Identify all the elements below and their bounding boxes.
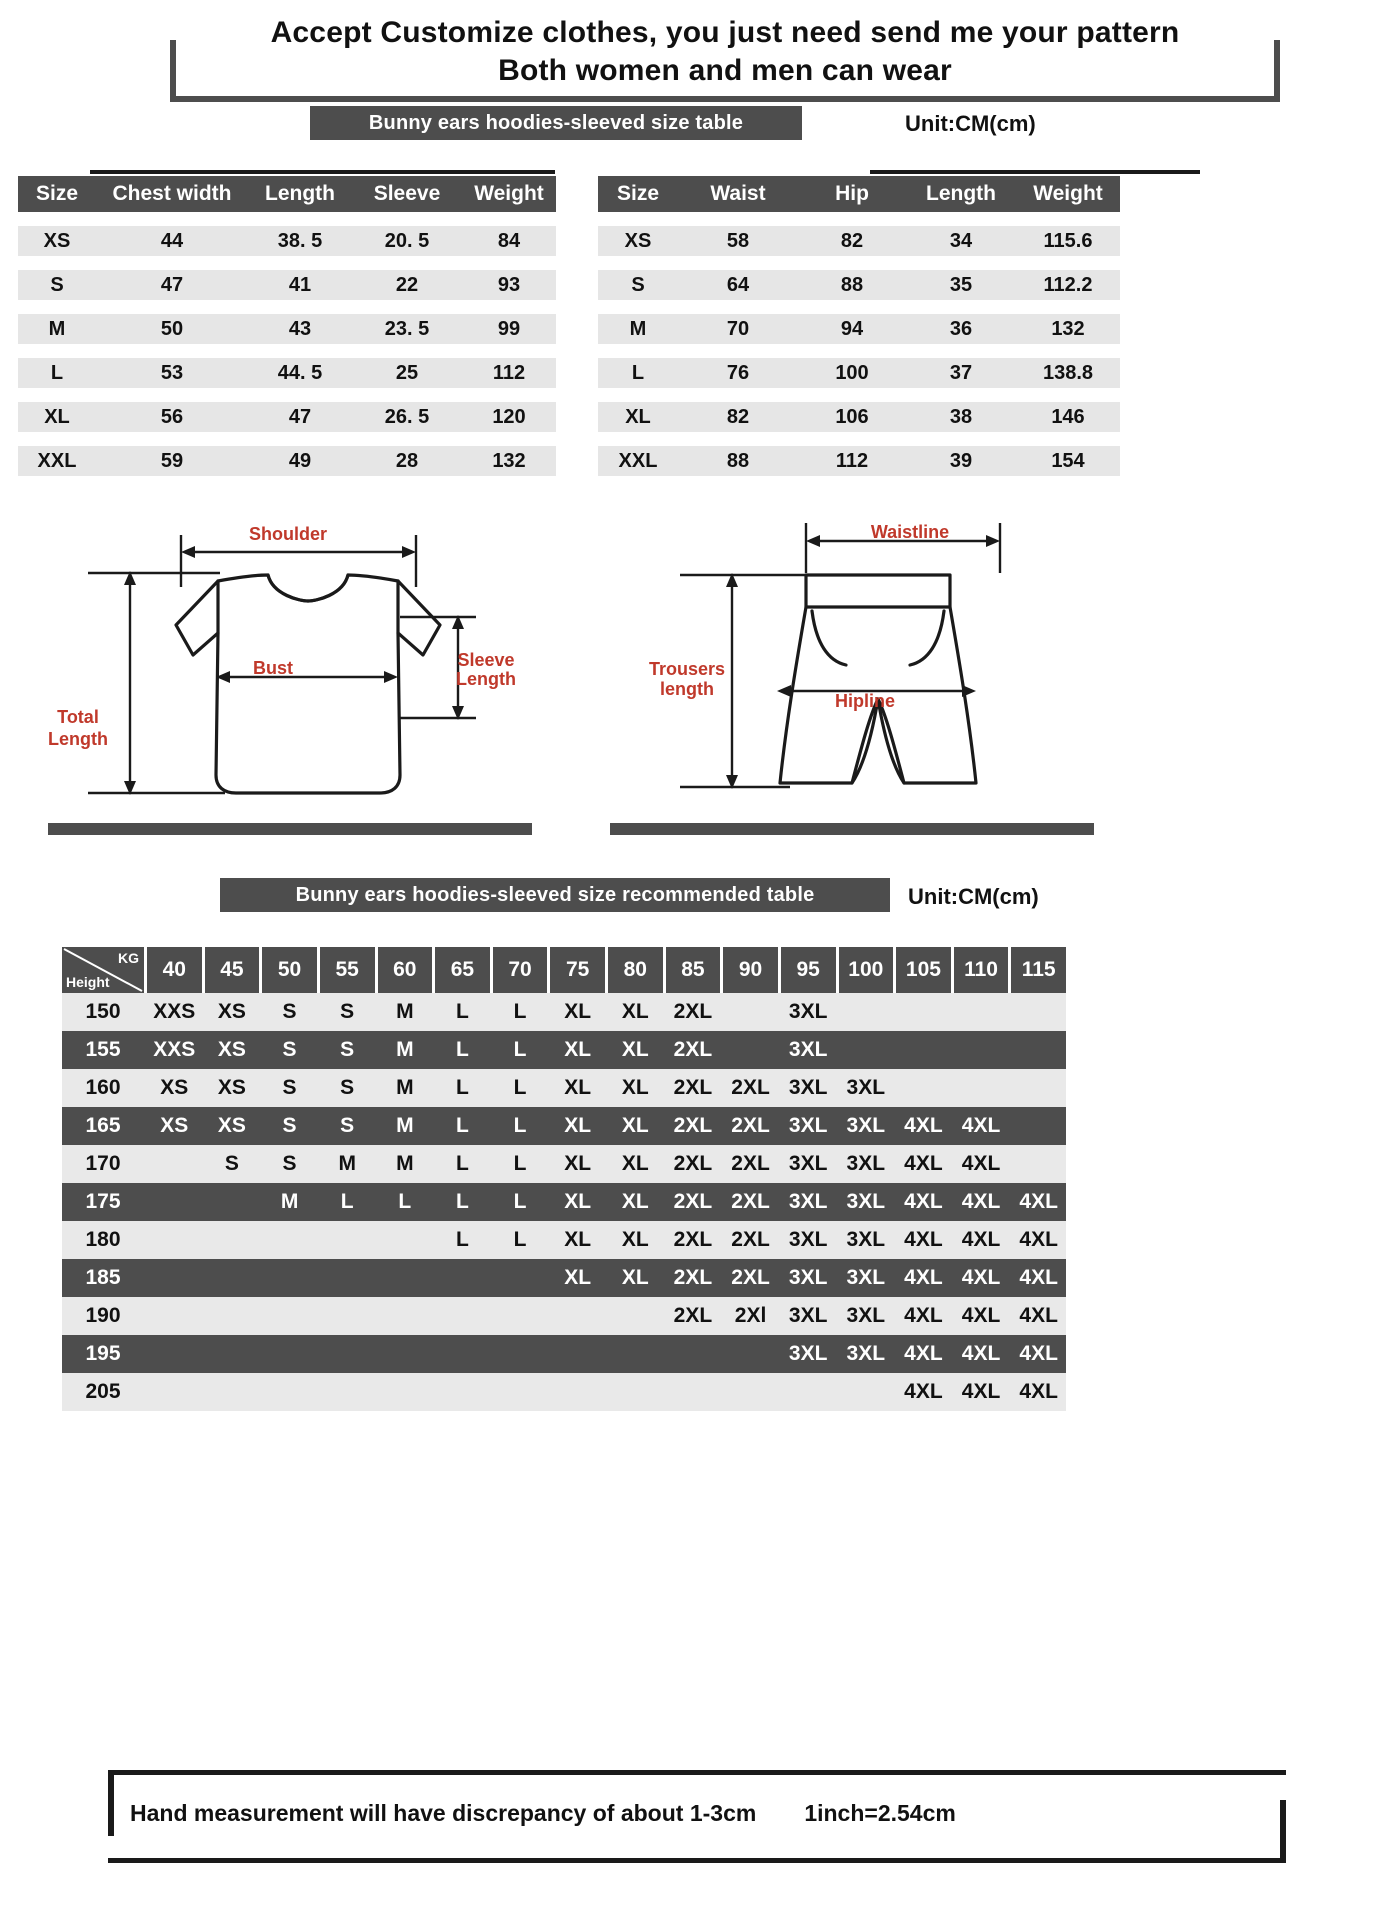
kg-column-header: 80 [608,947,663,993]
recommended-size-table [62,947,1066,1411]
size-cell: S [340,1114,355,1137]
column-header: Length [265,182,335,205]
kg-column-header: 115 [1011,947,1066,993]
table-cell: 82 [840,229,864,252]
size-cell: XL [564,1000,592,1023]
recommended-table-row [62,1259,1066,1297]
size-cell: S [282,1038,297,1061]
size-cell: 2XL [673,1266,713,1289]
table-cell: 20. 5 [384,229,430,252]
height-label: 180 [85,1228,121,1251]
table-cell: 38. 5 [277,229,323,252]
banner [170,14,1280,90]
size-cell: 3XL [788,1114,828,1137]
table-cell: 88 [840,273,864,296]
size-cell: 2XL [731,1114,770,1137]
size-cell: S [282,1152,297,1175]
size-cell: M [396,1152,414,1175]
recommended-table-header [62,947,1066,993]
size-cell: S [282,1000,297,1023]
footer-conversion-text: 1inch=2.54cm [804,1800,956,1826]
top-table-title: Bunny ears hoodies-sleeved size table [310,106,802,140]
size-cell: 3XL [846,1190,886,1213]
size-cell: XXS [153,1038,196,1061]
table-cell: XXL [618,449,658,472]
size-cell: 2XL [673,1038,713,1061]
shorts-diagram-footer-bar [610,823,1094,835]
size-cell: XL [621,1266,649,1289]
size-cell: 2XL [673,1114,713,1137]
size-cell: 4XL [904,1304,943,1327]
rec-table-unit: Unit:CM(cm) [908,884,1039,909]
table-cell: 115.6 [1043,229,1093,252]
top-table-unit: Unit:CM(cm) [905,111,1036,136]
recommended-table-corner [62,947,144,993]
table-cell: 88 [726,449,750,472]
table-cell: 59 [160,449,184,472]
footer-note-text: Hand measurement will have discrepancy of about 1-3cm [130,1800,757,1826]
size-cell: 2XL [673,1228,713,1251]
size-cell: 2XL [731,1190,770,1213]
shoulder-label: Shoulder [248,524,327,544]
size-cell: S [340,1000,355,1023]
trousers-table-body [598,226,1120,476]
size-cell: M [280,1190,299,1213]
height-label: 205 [85,1380,121,1403]
table-cell: M [48,317,66,340]
recommended-table-row [62,1069,1066,1107]
size-cell: S [340,1076,355,1099]
column-header: Weight [1033,182,1103,205]
rec-table-title: Bunny ears hoodies-sleeved size recommended table [220,878,890,912]
size-cell: L [398,1190,412,1213]
table-cell: 112 [835,449,869,472]
hipline-label: Hipline [834,691,895,711]
size-cell: S [282,1114,297,1137]
kg-column-header: 60 [378,947,433,993]
size-cell: L [513,1000,527,1023]
height-label: 160 [85,1076,121,1099]
size-cell: L [456,1228,469,1251]
size-cell: 2XL [731,1076,770,1099]
table-cell: 44 [160,229,184,252]
size-cell: 4XL [961,1304,1001,1327]
table-cell: 154 [1051,449,1085,472]
table-cell: 146 [1051,405,1085,428]
size-cell: XL [621,1076,649,1099]
table-cell: 112 [492,361,526,384]
height-label: 195 [85,1342,121,1365]
size-cell: 2XL [673,1076,713,1099]
table-row [18,270,556,300]
size-cell: XL [621,1228,649,1251]
size-cell: S [224,1152,239,1175]
table-cell: L [631,361,645,384]
recommended-table-row [62,1183,1066,1221]
table-cell: XS [43,229,71,252]
size-cell: 2XL [673,1190,713,1213]
size-cell: 4XL [904,1380,943,1403]
table-cell: 35 [949,273,973,296]
table-row [598,446,1120,476]
trousers-length-label-line2: length [660,679,714,699]
table-cell: 106 [835,405,869,428]
size-cell: L [456,1114,469,1137]
size-cell: 4XL [961,1380,1001,1403]
table-cell: 26. 5 [384,405,430,428]
size-cell: M [396,1000,414,1023]
size-cell: 3XL [788,1228,828,1251]
size-cell: L [513,1076,527,1099]
size-cell: L [513,1152,527,1175]
size-cell: 2XL [731,1266,770,1289]
size-cell: 3XL [846,1266,886,1289]
table-row [18,402,556,432]
hoodie-diagram-footer-bar [48,823,532,835]
table-row [18,446,556,476]
size-cell: XS [217,1038,246,1061]
kg-column-header: 75 [550,947,605,993]
size-cell: S [282,1076,297,1099]
size-cell: XL [564,1190,592,1213]
size-cell: 4XL [1019,1380,1058,1403]
column-header: Size [616,182,660,205]
banner-line-1: Accept Customize clothes, you just need send me your pattern [270,16,1180,49]
size-cell: L [456,1152,469,1175]
corner-kg-label: KG [118,950,139,966]
table-cell: 36 [949,317,973,340]
trousers-size-table [598,176,1120,476]
size-cell: M [396,1076,414,1099]
recommended-table-row [62,1373,1066,1411]
table-row [18,314,556,344]
size-cell: 4XL [1019,1266,1058,1289]
height-label: 165 [85,1114,121,1137]
table-cell: 138.8 [1042,361,1094,384]
kg-column-header: 110 [954,947,1009,993]
footer-frame-left [108,1770,114,1836]
size-cell: 3XL [846,1076,886,1099]
size-cell: XS [217,1076,246,1099]
table-cell: 99 [497,317,521,340]
table-cell: S [631,273,645,296]
size-cell: L [513,1228,527,1251]
size-cell: 3XL [788,1266,828,1289]
size-cell: XL [621,1152,649,1175]
size-cell: L [456,1190,469,1213]
table-cell: 47 [288,405,312,428]
table-cell: M [629,317,647,340]
recommended-table-row [62,1145,1066,1183]
table-row [598,270,1120,300]
size-cell: 4XL [904,1228,943,1251]
top-table-rule-left [90,170,555,174]
kg-column-header: 85 [666,947,721,993]
size-cell: XL [564,1076,592,1099]
kg-column-header: 70 [493,947,548,993]
size-cell: 4XL [961,1228,1001,1251]
table-cell: 100 [835,361,869,384]
size-cell: 4XL [961,1266,1001,1289]
table-cell: 94 [840,317,864,340]
size-cell: 4XL [1019,1304,1058,1327]
table-cell: 76 [726,361,750,384]
size-cell: 3XL [846,1228,886,1251]
table-cell: 93 [497,273,521,296]
table-cell: XS [624,229,652,252]
kg-column-header: 65 [435,947,490,993]
size-cell: 2XL [731,1228,770,1251]
table-cell: 84 [497,229,521,252]
size-cell: XL [564,1228,592,1251]
size-cell: XL [564,1266,592,1289]
recommended-table-row [62,993,1066,1031]
size-cell: 2XL [673,1152,713,1175]
table-cell: 58 [726,229,750,252]
table-cell: 64 [726,273,750,296]
hoodie-size-table [18,176,556,476]
table-row [18,358,556,388]
size-cell: XXS [153,1000,196,1023]
kg-column-header: 105 [896,947,951,993]
size-cell: XS [160,1114,189,1137]
size-cell: 2Xl [734,1304,767,1327]
trousers-table-header [598,176,1120,212]
size-cell: 3XL [788,1304,828,1327]
size-cell: L [456,1038,469,1061]
size-cell: 2XL [731,1152,770,1175]
size-cell: XL [621,1000,649,1023]
size-cell: M [396,1038,414,1061]
size-cell: L [340,1190,354,1213]
height-label: 175 [85,1190,121,1213]
table-cell: 44. 5 [277,361,323,384]
kg-column-header: 45 [205,947,260,993]
table-cell: 23. 5 [384,317,430,340]
height-label: 190 [85,1304,121,1327]
table-cell: 38 [949,405,973,428]
table-cell: 132 [492,449,526,472]
size-cell: L [456,1076,469,1099]
size-cell: 4XL [1019,1228,1058,1251]
size-cell: XL [564,1038,592,1061]
kg-column-header: 40 [147,947,202,993]
footer-note [130,1800,1270,1827]
table-row [598,358,1120,388]
table-row [598,402,1120,432]
size-cell: 4XL [1019,1342,1058,1365]
size-cell: 3XL [788,1190,828,1213]
column-header: Hip [835,182,869,205]
size-cell: 3XL [846,1342,886,1365]
sleeve-length-label-line1: Sleeve [457,650,515,670]
kg-column-header: 50 [262,947,317,993]
size-cell: XS [160,1076,189,1099]
size-cell: XL [564,1152,592,1175]
size-cell: 4XL [904,1190,943,1213]
table-cell: XL [44,405,70,428]
size-cell: 3XL [788,1000,828,1023]
size-cell: S [340,1038,355,1061]
table-cell: 82 [726,405,750,428]
bust-label: Bust [253,658,293,678]
size-cell: 2XL [673,1000,713,1023]
table-cell: XL [625,405,651,428]
size-cell: 4XL [961,1190,1001,1213]
size-cell: 3XL [788,1076,828,1099]
size-cell: XS [217,1000,246,1023]
recommended-table-row [62,1297,1066,1335]
table-row [18,226,556,256]
table-cell: 43 [288,317,312,340]
table-cell: 22 [395,273,419,296]
table-cell: 132 [1051,317,1085,340]
size-cell: 3XL [846,1304,886,1327]
waistline-label: Waistline [870,522,950,542]
size-cell: L [513,1114,527,1137]
table-cell: 39 [949,449,973,472]
table-cell: L [50,361,64,384]
height-label: 150 [85,1000,121,1023]
table-cell: 70 [726,317,750,340]
column-header: Sleeve [373,182,441,205]
table-cell: 28 [395,449,419,472]
column-header: Waist [710,182,766,205]
table-cell: 112.2 [1043,273,1093,296]
recommended-table-body [62,993,1066,1411]
table-cell: 41 [288,273,312,296]
size-cell: 3XL [788,1152,828,1175]
column-header: Size [35,182,79,205]
size-cell: M [338,1152,356,1175]
kg-column-header: 100 [839,947,894,993]
size-cell: 4XL [961,1114,1001,1137]
table-cell: XXL [37,449,77,472]
size-cell: 3XL [846,1152,886,1175]
recommended-table-row [62,1107,1066,1145]
total-length-label-line1: Total [57,707,99,727]
top-table-rule-right [870,170,1200,174]
size-cell: 4XL [904,1114,943,1137]
banner-line-2: Both women and men can wear [498,53,952,87]
size-cell: XL [621,1190,649,1213]
sleeve-length-label-line2: Length [456,669,516,689]
table-cell: 56 [160,405,184,428]
column-header: Length [926,182,996,205]
size-cell: L [513,1038,527,1061]
size-cell: XL [621,1114,649,1137]
size-cell: L [513,1190,527,1213]
table-cell: S [50,273,64,296]
table-cell: 47 [160,273,184,296]
table-row [598,314,1120,344]
size-cell: 3XL [788,1342,828,1365]
hoodie-table-body [18,226,556,476]
size-cell: 4XL [904,1342,943,1365]
size-cell: XL [621,1038,649,1061]
total-length-label-line2: Length [48,729,108,749]
size-cell: 4XL [961,1152,1001,1175]
column-header: Chest width [112,182,232,205]
size-cell: XL [564,1114,592,1137]
size-cell: 4XL [904,1266,943,1289]
size-cell: 4XL [961,1342,1001,1365]
table-cell: 34 [949,229,973,252]
size-cell: 4XL [904,1152,943,1175]
size-cell: L [456,1000,469,1023]
height-label: 185 [85,1266,121,1289]
size-cell: XS [217,1114,246,1137]
size-cell: 3XL [846,1114,886,1137]
table-cell: 120 [492,405,526,428]
footer-frame-top [108,1770,1286,1775]
table-cell: 37 [949,361,973,384]
size-cell: 4XL [1019,1190,1058,1213]
recommended-table-row [62,1221,1066,1259]
kg-column-header: 55 [320,947,375,993]
height-label: 170 [85,1152,121,1175]
table-cell: 49 [288,449,312,472]
kg-column-header: 95 [781,947,836,993]
table-cell: 25 [395,361,419,384]
size-cell: 2XL [673,1304,713,1327]
column-header: Weight [474,182,544,205]
recommended-table-row [62,1335,1066,1373]
recommended-table-row [62,1031,1066,1069]
size-cell: M [396,1114,414,1137]
height-label: 155 [85,1038,121,1061]
size-cell: 3XL [788,1038,828,1061]
footer-frame-right [1280,1800,1286,1862]
table-cell: 50 [160,317,184,340]
kg-column-header: 90 [723,947,778,993]
table-row [598,226,1120,256]
trousers-length-label-line1: Trousers [648,659,726,679]
corner-height-label: Height [66,974,110,990]
hoodie-table-header [18,176,556,212]
footer-frame-bottom [108,1858,1286,1863]
table-cell: 53 [160,361,184,384]
banner-frame-bottom [170,96,1280,102]
